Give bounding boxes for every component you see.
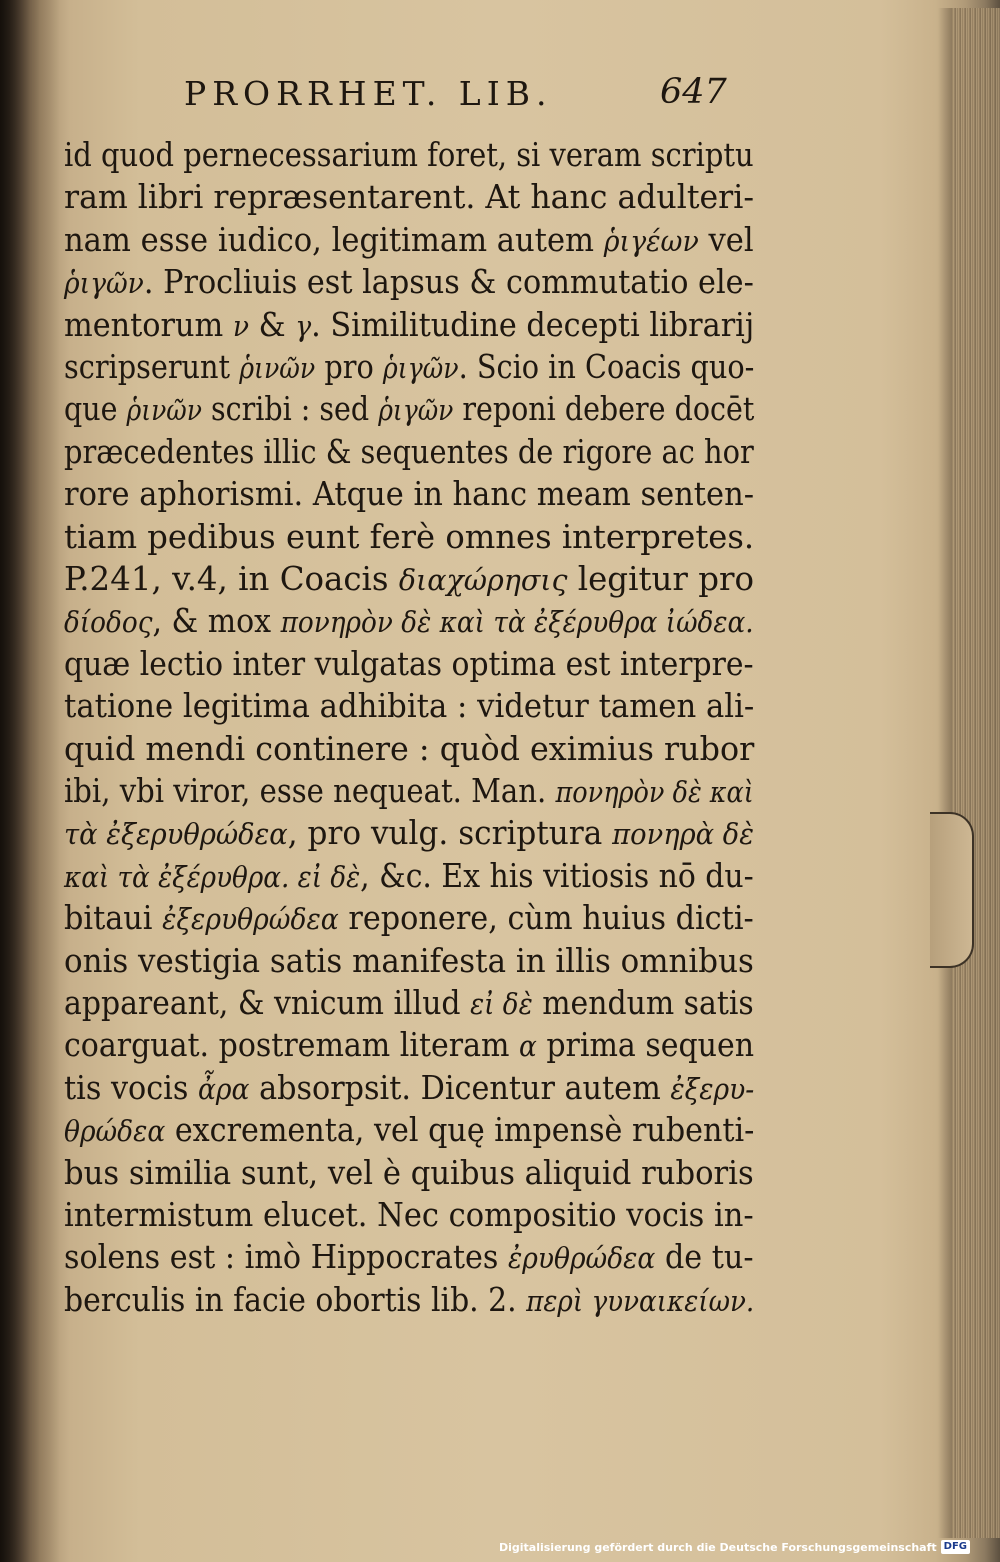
text-line — [64, 1067, 754, 1110]
latin-text: onis vestigia satis manifesta in illis omnibus — [64, 940, 754, 980]
greek-word: γ — [295, 308, 312, 343]
text-line — [64, 685, 754, 727]
funding-credit: Digitalisierung gefördert durch die Deutsche Forschungsgemeinschaft — [498, 1540, 937, 1554]
text-line — [64, 473, 754, 515]
greek-word: ἐξερυ- — [670, 1071, 755, 1106]
latin-text: excrementa, vel quę impensè rubenti- — [165, 1110, 755, 1150]
greek-word: τὰ ἐξερυθρώδεα — [64, 817, 288, 852]
text-line — [64, 728, 754, 770]
fore-edge-shadow — [938, 8, 952, 1538]
text-line — [64, 1194, 754, 1236]
page-number: 647 — [660, 72, 727, 112]
text-line — [64, 1236, 754, 1279]
latin-text: absorpsit. Dicentur autem — [249, 1067, 671, 1107]
text-line — [64, 558, 754, 601]
text-line — [64, 304, 754, 347]
text-line — [64, 1279, 754, 1322]
text-line — [64, 770, 754, 813]
latin-text: coarguat. postremam literam — [64, 1025, 519, 1065]
text-line — [64, 897, 754, 940]
greek-word: ῥιγῶν — [64, 266, 144, 301]
text-line — [64, 219, 754, 262]
latin-text: rore aphorismi. Atque in hanc meam senten- — [64, 474, 754, 514]
text-line — [64, 1024, 754, 1067]
latin-text: bus similia sunt, vel è quibus aliquid ruboris — [64, 1152, 754, 1192]
latin-text: legitur pro — [567, 559, 754, 598]
greek-word: ῥιγέων — [603, 223, 699, 258]
latin-text: de tu- — [655, 1237, 754, 1277]
latin-text: prima sequen — [536, 1025, 755, 1065]
latin-text: ram libri repræsentarent. At hanc adulteri- — [64, 177, 754, 217]
greek-word: ἆρα — [197, 1071, 250, 1106]
latin-text: que — [64, 389, 127, 429]
text-line — [64, 176, 754, 218]
greek-word: καὶ τὰ ἐξέρυθρα. εἰ δὲ — [64, 859, 361, 894]
text-line — [64, 600, 754, 643]
greek-word: θρώδεα — [64, 1114, 166, 1149]
latin-text: & — [249, 304, 296, 344]
digitization-footer — [499, 1538, 970, 1556]
latin-text: tis vocis — [64, 1067, 198, 1107]
text-line — [64, 982, 754, 1025]
latin-text: reponere, cùm huius dicti- — [338, 898, 754, 938]
text-line — [64, 516, 754, 558]
latin-text: solens est : imò Hippocrates — [64, 1237, 509, 1277]
latin-text: , &c. Ex his vitiosis nō du- — [360, 855, 754, 895]
latin-text: . Similitudine decepti librarij — [311, 304, 755, 344]
latin-text: berculis in facie obortis lib. 2. — [64, 1279, 527, 1319]
latin-text: præcedentes illic & sequentes de rigore ac hor — [64, 431, 754, 471]
text-line — [64, 261, 754, 304]
text-line — [64, 431, 754, 473]
greek-word: ῥινῶν — [239, 351, 316, 385]
book-clasp-tab — [930, 812, 974, 968]
latin-text: id quod pernecessarium foret, si veram scriptu — [64, 135, 754, 174]
latin-text: , pro vulg. scriptura — [287, 813, 613, 853]
latin-text: intermistum elucet. Nec compositio vocis in- — [64, 1195, 754, 1234]
text-line — [64, 940, 754, 982]
greek-word: περὶ γυναικείων. — [526, 1283, 755, 1318]
latin-text: . Scio in Coacis quo- — [458, 347, 755, 386]
latin-text: quæ lectio inter vulgatas optima est interpre- — [64, 643, 754, 683]
page-content — [64, 62, 764, 1319]
greek-word: πονηρὸν δὲ καὶ τὰ ἐξέρυθρα ἰώδεα. — [280, 605, 754, 640]
latin-text: bitaui — [64, 898, 163, 938]
greek-word: διαχώρησις — [398, 563, 568, 597]
running-head — [64, 62, 764, 134]
text-line — [64, 346, 754, 389]
greek-word: εἰ δὲ — [470, 987, 533, 1021]
text-line — [64, 134, 754, 176]
greek-word: ῥιγῶν — [378, 393, 454, 428]
latin-text: mentorum — [64, 304, 233, 344]
text-line — [64, 812, 754, 855]
greek-word: α — [518, 1029, 537, 1064]
greek-word: δίοδος — [64, 605, 153, 640]
latin-text: nam esse iudico, legitimam autem — [64, 219, 604, 259]
greek-word: ν — [232, 308, 250, 343]
latin-text: reponi debere docēt — [453, 389, 755, 429]
latin-text: tiam pedibus eunt ferè omnes interpretes. — [64, 516, 755, 556]
latin-text: , & mox — [152, 601, 281, 641]
latin-text: . Procliuis est lapsus & commutatio ele- — [143, 262, 754, 302]
text-line — [64, 643, 754, 685]
text-line — [64, 855, 754, 898]
greek-word: ἐρυθρώδεα — [508, 1241, 656, 1276]
latin-text: mendum satis — [532, 983, 754, 1022]
latin-text: pro — [315, 347, 383, 386]
latin-text: scripserunt — [64, 347, 240, 386]
latin-text: scribi : sed — [201, 389, 379, 429]
text-line — [64, 1152, 754, 1194]
latin-text: tatione legitima adhibita : videtur tamen ali- — [64, 686, 755, 726]
book-fore-edge — [952, 8, 1000, 1538]
latin-text: quid mendi continere : quòd eximius rubor — [64, 728, 755, 768]
running-title: PRORRHET. LIB. — [184, 74, 553, 113]
latin-text: vel — [698, 219, 754, 259]
greek-word: ῥιγῶν — [382, 351, 459, 385]
page-gutter-shadow — [0, 0, 60, 1562]
greek-word: ῥινῶν — [126, 393, 202, 428]
greek-word: πονηρὰ δὲ — [612, 817, 754, 852]
text-line — [64, 1109, 754, 1152]
text-line — [64, 388, 754, 431]
latin-text: ibi, vbi viror, esse nequeat. Man. — [64, 771, 556, 810]
latin-text: P.241, v.4, in Coacis — [64, 559, 399, 598]
greek-word: ἐξερυθρώδεα — [162, 902, 339, 937]
greek-word: πονηρὸν δὲ καὶ — [555, 775, 754, 809]
dfg-logo-icon: DFG — [941, 1540, 970, 1554]
latin-text: appareant, & vnicum illud — [64, 983, 471, 1022]
